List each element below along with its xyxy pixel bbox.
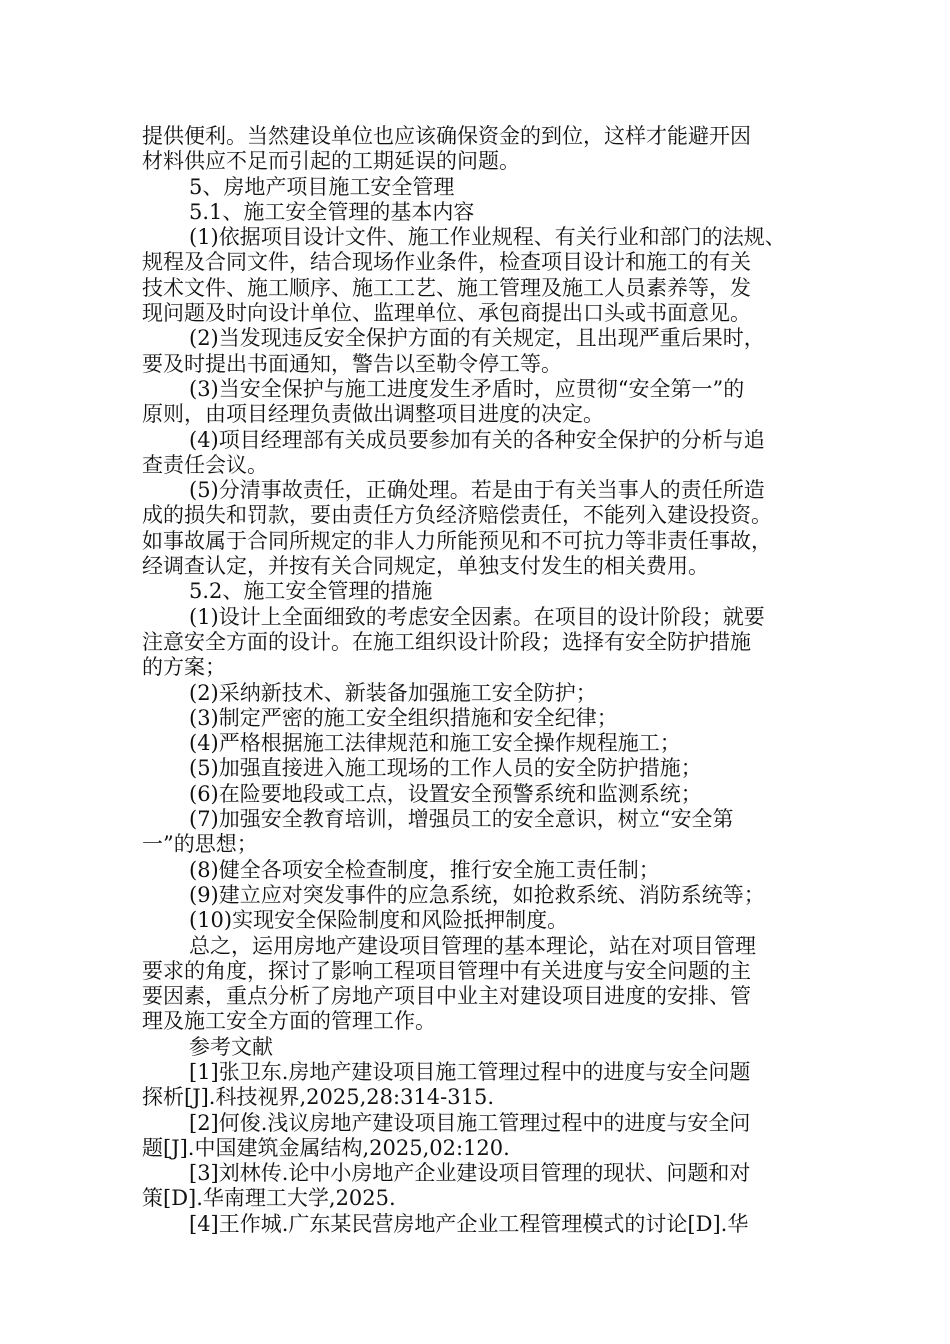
text-line: (3)制定严密的施工安全组织措施和安全纪律；: [189, 705, 618, 730]
text-line: 技术文件、施工顺序、施工工艺、施工管理及施工人员素养等，发: [142, 275, 751, 300]
text-line: (4)严格根据施工法律规范和施工安全操作规程施工；: [189, 731, 681, 756]
text-line: 查责任会议。: [142, 452, 268, 477]
text-line: 5.2、施工安全管理的措施: [189, 579, 433, 604]
text-line: 策[D].华南理工大学,2025.: [142, 1186, 396, 1211]
text-line: 材料供应不足而引起的工期延误的问题。: [142, 149, 520, 174]
text-line: 理及施工安全方面的管理工作。: [142, 1009, 436, 1034]
text-line: (8)健全各项安全检查制度，推行安全施工责任制；: [189, 857, 660, 882]
text-line: 经调查认定，并按有关合同规定，单独支付发生的相关费用。: [142, 554, 709, 579]
text-line: [3]刘林传.论中小房地产企业建设项目管理的现状、问题和对: [189, 1161, 751, 1186]
document-body: [142, 124, 810, 1237]
text-line: 注意安全方面的设计。在施工组织设计阶段；选择有安全防护措施: [142, 629, 751, 654]
text-line: [1]张卫东.房地产建设项目施工管理过程中的进度与安全问题: [189, 1059, 751, 1084]
text-line: 提供便利。当然建设单位也应该确保资金的到位，这样才能避开因: [142, 124, 751, 148]
text-line: 要求的角度，探讨了影响工程项目管理中有关进度与安全问题的主: [142, 958, 751, 983]
text-line: (5)分清事故责任，正确处理。若是由于有关当事人的责任所造: [189, 478, 765, 503]
text-line: 成的损失和罚款，要由责任方负经济赔偿责任，不能列入建设投资。: [142, 503, 772, 528]
text-line: 要因素，重点分析了房地产项目中业主对建设项目进度的安排、管: [142, 984, 751, 1009]
text-line: 参考文献: [189, 1034, 273, 1059]
text-line: (7)加强安全教育培训，增强员工的安全意识，树立“安全第: [189, 807, 734, 832]
text-line: (9)建立应对突发事件的应急系统，如抢救系统、消防系统等；: [189, 882, 765, 907]
text-line: (2)当发现违反安全保护方面的有关规定，且出现严重后果时，: [189, 326, 765, 351]
text-line: (6)在险要地段或工点，设置安全预警系统和监测系统；: [189, 781, 702, 806]
text-line: 总之，运用房地产建设项目管理的基本理论，站在对项目管理: [189, 933, 756, 958]
text-line: 原则，由项目经理负责做出调整项目进度的决定。: [142, 402, 604, 427]
text-line: 如事故属于合同所规定的非人力所能预见和不可抗力等非责任事故，: [142, 528, 772, 553]
text-line: (4)项目经理部有关成员要参加有关的各种安全保护的分析与追: [189, 427, 765, 452]
text-line: 题[J].中国建筑金属结构,2025,02:120.: [142, 1135, 510, 1160]
text-line: [4]王作城.广东某民营房地产企业工程管理模式的讨论[D].华: [189, 1211, 749, 1236]
text-line: 规程及合同文件，结合现场作业条件，检查项目设计和施工的有关: [142, 250, 751, 275]
text-line: 现问题及时向设计单位、监理单位、承包商提出口头或书面意见。: [142, 301, 751, 326]
text-line: (3)当安全保护与施工进度发生矛盾时，应贯彻“安全第一”的: [189, 376, 745, 401]
text-line: [2]何俊.浅议房地产建设项目施工管理过程中的进度与安全问: [189, 1110, 751, 1135]
text-line: (2)采纳新技术、新装备加强施工安全防护；: [189, 680, 597, 705]
text-line: 要及时提出书面通知，警告以至勒令停工等。: [142, 351, 562, 376]
text-line: 5.1、施工安全管理的基本内容: [189, 199, 475, 224]
text-line: 5、房地产项目施工安全管理: [189, 174, 455, 199]
text-line: 探析[J].科技视界,2025,28:314-315.: [142, 1085, 495, 1110]
text-line: (1)依据项目设计文件、施工作业规程、有关行业和部门的法规、: [189, 225, 786, 250]
text-line: (5)加强直接进入施工现场的工作人员的安全防护措施；: [189, 756, 702, 781]
text-line: (1)设计上全面细致的考虑安全因素。在项目的设计阶段；就要: [189, 604, 765, 629]
text-line: 的方案；: [142, 655, 226, 680]
text-line: 一”的思想；: [142, 832, 258, 857]
text-line: (10)实现安全保险制度和风险抵押制度。: [189, 908, 569, 933]
